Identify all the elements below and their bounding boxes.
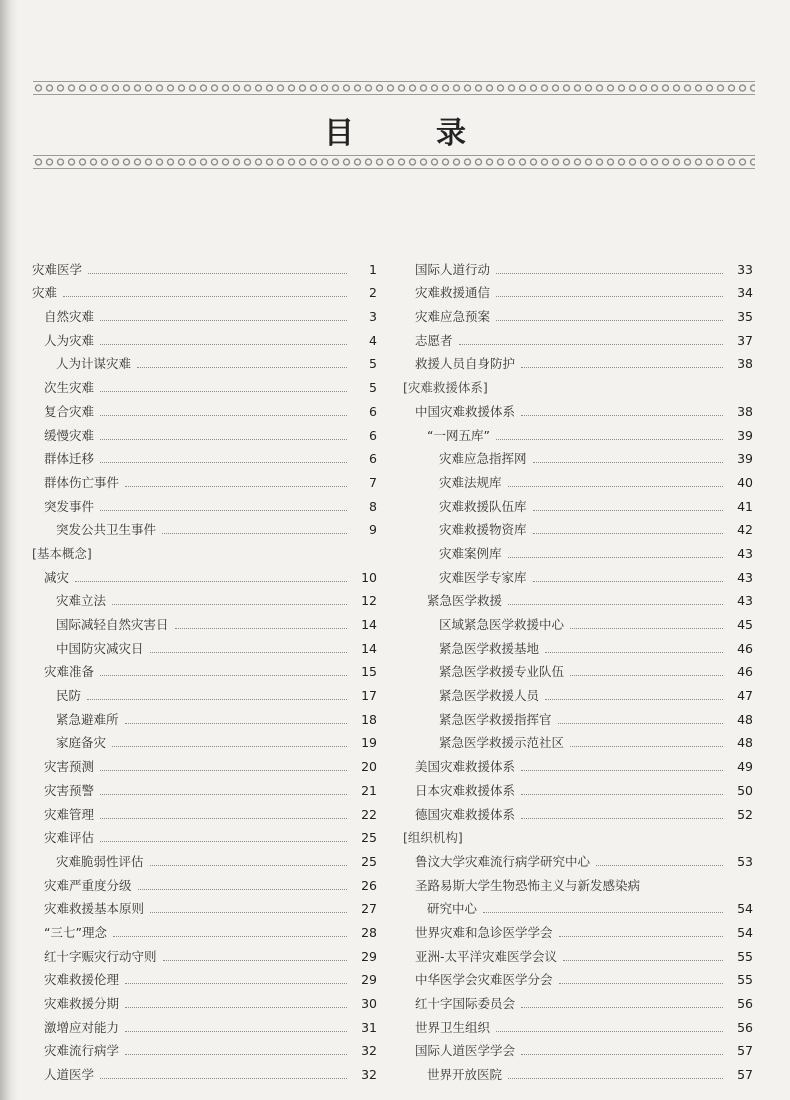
toc-page-number: 56 — [737, 1019, 753, 1035]
toc-entry-label: 区域紧急医学救援中心 — [439, 617, 565, 632]
toc-entry[interactable] — [32, 965, 377, 989]
toc-entry[interactable] — [32, 799, 377, 823]
toc-entry-label: 群体迁移 — [44, 451, 95, 467]
toc-page-number: 35 — [737, 309, 753, 325]
toc-entry-label: 灾难评估 — [44, 830, 95, 846]
toc-page-number: 15 — [361, 664, 377, 680]
dot-leader — [521, 415, 723, 416]
toc-page-number: 19 — [361, 735, 377, 751]
toc-entry[interactable] — [32, 846, 377, 870]
toc-entry[interactable] — [403, 1036, 753, 1060]
toc-entry[interactable] — [32, 467, 377, 491]
toc-page-number: 20 — [361, 759, 377, 775]
dot-leader — [100, 415, 347, 416]
toc-entry-label: 灾难立法 — [56, 593, 107, 609]
toc-entry-label: 灾难救援基本原则 — [44, 901, 145, 917]
toc-page-number: 18 — [361, 711, 377, 727]
toc-page-number: 48 — [737, 735, 753, 751]
toc-entry-label: 人为灾难 — [44, 332, 95, 348]
toc-page-number: 8 — [369, 498, 377, 514]
toc-entry-label: 灾难救援队伍库 — [439, 498, 527, 514]
toc-entry-label: 灾难管理 — [44, 806, 95, 822]
toc-page-number: 4 — [369, 332, 377, 348]
toc-entry-label: 群体伤亡事件 — [44, 474, 120, 490]
toc-page-number: 46 — [737, 640, 753, 656]
toc-entry-label: 红十字国际委员会 — [415, 996, 516, 1011]
toc-entry-label: [组织机构] — [403, 830, 463, 846]
toc-entry-label: 灾难严重度分级 — [44, 877, 132, 893]
toc-entry[interactable] — [32, 704, 377, 728]
toc-page-number: 31 — [361, 1019, 377, 1035]
toc-entry-label: [灾难救援体系] — [403, 380, 488, 396]
dot-leader — [100, 510, 347, 511]
toc-entry[interactable] — [403, 349, 753, 373]
dot-leader — [508, 557, 723, 558]
toc-entry[interactable] — [403, 301, 753, 325]
toc-entry[interactable] — [403, 941, 753, 965]
toc-entry[interactable] — [403, 680, 753, 704]
toc-entry-label: 世界开放医院 — [427, 1067, 503, 1083]
page-title: 目 录 — [324, 116, 492, 151]
toc-page-number: 2 — [369, 285, 377, 301]
dot-leader — [100, 675, 347, 676]
toc-page-number: 38 — [737, 356, 753, 372]
dot-leader — [521, 1054, 723, 1055]
toc-entry[interactable] — [403, 515, 753, 539]
dot-leader — [533, 462, 723, 463]
toc-entry[interactable] — [403, 562, 753, 586]
toc-entry-label: 日本灾难救援体系 — [415, 782, 516, 798]
toc-entry-label: 激增应对能力 — [44, 1019, 120, 1035]
toc-entry[interactable] — [403, 396, 753, 420]
toc-entry[interactable] — [32, 420, 377, 444]
toc-page-number: 32 — [361, 1067, 377, 1083]
dot-leader — [521, 794, 723, 795]
toc-entry[interactable] — [403, 633, 753, 657]
toc-entry-label: 人为计谋灾难 — [56, 356, 132, 372]
toc-page-number: 17 — [361, 688, 377, 704]
dot-leader — [533, 533, 723, 534]
dot-leader — [100, 344, 347, 345]
toc-page-number: 39 — [737, 427, 753, 443]
toc-entry-label: 灾难流行病学 — [44, 1043, 120, 1059]
toc-page-number: 30 — [361, 996, 377, 1011]
dot-leader — [125, 723, 347, 724]
toc-page-number: 33 — [737, 261, 753, 277]
toc-entry-label: 灾难准备 — [44, 664, 95, 680]
dot-leader — [496, 273, 723, 274]
toc-entry-label: 紧急医学救援示范社区 — [439, 735, 565, 751]
dot-leader — [508, 1078, 723, 1079]
toc-entry[interactable] — [32, 372, 377, 396]
toc-entry[interactable] — [403, 988, 753, 1012]
toc-entry-label: 减灾 — [44, 569, 70, 585]
toc-entry-label: 世界灾难和急诊医学学会 — [415, 924, 553, 940]
page-edge-shadow — [0, 0, 18, 1100]
dot-leader — [545, 699, 723, 700]
toc-page-number: 14 — [361, 617, 377, 632]
dot-leader — [63, 296, 347, 297]
toc-entry-label: 灾难应急预案 — [415, 309, 491, 325]
ornamental-border-top — [33, 81, 755, 95]
toc-entry-label: 灾难救援伦理 — [44, 972, 120, 988]
toc-entry-label: 美国灾难救援体系 — [415, 759, 516, 775]
toc-page-number: 3 — [369, 309, 377, 325]
toc-page-number: 46 — [737, 664, 753, 680]
toc-entry[interactable] — [32, 680, 377, 704]
toc-entry-label: 灾难法规库 — [439, 474, 502, 490]
dot-leader — [521, 770, 723, 771]
toc-page-number: 37 — [737, 332, 753, 348]
toc-entry[interactable] — [32, 988, 377, 1012]
toc-entry-label: [基本概念] — [32, 545, 92, 561]
toc-entry[interactable] — [403, 444, 753, 468]
toc-entry[interactable] — [32, 491, 377, 515]
toc-page-number: 41 — [737, 498, 753, 514]
toc-page-number: 22 — [361, 806, 377, 822]
dot-leader — [521, 367, 723, 368]
dot-leader — [162, 533, 347, 534]
toc-entry[interactable] — [32, 941, 377, 965]
toc-entry[interactable] — [32, 917, 377, 941]
dot-leader — [150, 865, 347, 866]
dot-leader — [533, 510, 723, 511]
toc-entry[interactable] — [32, 254, 377, 278]
toc-entry-label: 灾难案例库 — [439, 545, 502, 561]
dot-leader — [163, 960, 347, 961]
dot-leader — [100, 818, 347, 819]
toc-entry-label: 国际减轻自然灾害日 — [56, 617, 169, 632]
dot-leader — [138, 889, 347, 890]
ornamental-border-bottom — [33, 155, 755, 169]
dot-leader — [75, 581, 347, 582]
toc-page-number: 47 — [737, 688, 753, 704]
toc-page-number: 1 — [369, 261, 377, 277]
toc-page-number: 27 — [361, 901, 377, 917]
toc-entry[interactable] — [403, 586, 753, 610]
dot-leader — [175, 628, 347, 629]
toc-entry[interactable] — [32, 349, 377, 373]
toc-page-number: 54 — [737, 924, 753, 940]
toc-entry[interactable] — [403, 965, 753, 989]
toc-page-number: 6 — [369, 403, 377, 419]
dot-leader — [113, 936, 347, 937]
toc-entry-label: “一网五库” — [427, 427, 490, 443]
toc-entry-label: 灾难 — [32, 285, 58, 301]
dot-leader — [596, 865, 723, 866]
dot-leader — [559, 936, 723, 937]
toc-entry-label: 国际人道行动 — [415, 261, 491, 277]
toc-entry-label: 灾难医学专家库 — [439, 569, 527, 585]
toc-entry[interactable] — [403, 751, 753, 775]
toc-entry-label: 人道医学 — [44, 1067, 95, 1083]
toc-page-number: 57 — [737, 1043, 753, 1059]
toc-page-number: 53 — [737, 853, 753, 869]
dot-leader — [521, 1007, 723, 1008]
toc-page-number: 48 — [737, 711, 753, 727]
dot-leader — [100, 794, 347, 795]
toc-page-number: 43 — [737, 569, 753, 585]
toc-entry-label: 灾难应急指挥网 — [439, 451, 527, 467]
toc-entry[interactable] — [32, 562, 377, 586]
dot-leader — [125, 1007, 347, 1008]
dot-leader — [87, 699, 347, 700]
toc-page-number: 10 — [361, 569, 377, 585]
toc-page-number: 9 — [369, 522, 377, 538]
toc-entry-label: 志愿者 — [415, 332, 453, 348]
toc-page-number: 57 — [737, 1067, 753, 1083]
toc-page-number: 52 — [737, 806, 753, 822]
dot-leader — [533, 581, 723, 582]
toc-entry[interactable] — [403, 657, 753, 681]
toc-entry[interactable] — [32, 278, 377, 302]
dot-leader — [558, 723, 723, 724]
toc-page-number: 39 — [737, 451, 753, 467]
toc-page-number: 25 — [361, 853, 377, 869]
toc-page-number: 5 — [369, 380, 377, 396]
dot-leader — [100, 841, 347, 842]
toc-entry[interactable] — [403, 254, 753, 278]
toc-entry[interactable] — [403, 846, 753, 870]
toc-entry-label: 亚洲-太平洋灾难医学会议 — [415, 948, 558, 964]
dot-leader — [137, 367, 347, 368]
dot-leader — [100, 391, 347, 392]
toc-page-number: 26 — [361, 877, 377, 893]
toc-entry-label: 中华医学会灾难医学分会 — [415, 972, 553, 988]
toc-page-number: 29 — [361, 972, 377, 988]
toc-page-number: 28 — [361, 924, 377, 940]
toc-page-number: 42 — [737, 522, 753, 538]
dot-leader — [545, 652, 723, 653]
dot-leader — [508, 486, 723, 487]
toc-entry-label: 灾害预测 — [44, 759, 95, 775]
dot-leader — [483, 912, 723, 913]
toc-entry-label: 中国灾难救援体系 — [415, 403, 516, 419]
toc-section-heading — [403, 823, 753, 847]
toc-section-heading — [403, 372, 753, 396]
toc-page-number: 45 — [737, 617, 753, 632]
dot-leader — [508, 604, 723, 605]
toc-entry-label: 国际人道医学学会 — [415, 1043, 516, 1059]
toc-section-heading — [32, 538, 377, 562]
toc-entry[interactable] — [403, 538, 753, 562]
toc-entry-label: 世界卫生组织 — [415, 1019, 491, 1035]
toc-entry[interactable] — [32, 823, 377, 847]
toc-entry[interactable] — [403, 1012, 753, 1036]
toc-entry[interactable] — [32, 1036, 377, 1060]
toc-left-column — [32, 254, 377, 1083]
toc-entry-label: 民防 — [56, 688, 82, 704]
dot-leader — [496, 296, 723, 297]
toc-entry[interactable] — [32, 657, 377, 681]
toc-entry-label: 圣路易斯大学生物恐怖主义与新发感染病 — [415, 877, 641, 893]
toc-entry[interactable] — [32, 396, 377, 420]
dot-leader — [496, 439, 723, 440]
toc-entry[interactable] — [32, 1012, 377, 1036]
dot-leader — [496, 1031, 723, 1032]
toc-page-number: 5 — [369, 356, 377, 372]
toc-entry-label: 灾难救援通信 — [415, 285, 491, 301]
toc-entry[interactable] — [403, 278, 753, 302]
dot-leader — [112, 746, 347, 747]
toc-entry[interactable] — [403, 775, 753, 799]
dot-leader — [150, 652, 347, 653]
dot-leader — [559, 983, 723, 984]
toc-entry[interactable] — [403, 870, 753, 894]
dot-leader — [125, 1054, 347, 1055]
dot-leader — [125, 1031, 347, 1032]
toc-entry[interactable] — [403, 728, 753, 752]
toc-entry-label: 复合灾难 — [44, 403, 95, 419]
toc-entry-label: 自然灾难 — [44, 309, 95, 325]
toc-entry-label: 鲁汶大学灾难流行病学研究中心 — [415, 853, 591, 869]
toc-page-number: 21 — [361, 782, 377, 798]
toc-entry-label: 灾难救援物资库 — [439, 522, 527, 538]
dot-leader — [570, 675, 723, 676]
toc-entry[interactable] — [32, 728, 377, 752]
toc-page-number: 54 — [737, 901, 753, 917]
toc-page-number: 50 — [737, 782, 753, 798]
dot-leader — [100, 770, 347, 771]
toc-entry[interactable] — [32, 325, 377, 349]
toc-entry[interactable] — [32, 586, 377, 610]
toc-entry[interactable] — [32, 301, 377, 325]
toc-page-number: 43 — [737, 545, 753, 561]
toc-entry[interactable] — [403, 420, 753, 444]
toc-entry[interactable] — [32, 609, 377, 633]
toc-entry-label: 紧急医学救援 — [427, 593, 503, 609]
toc-page-number: 12 — [361, 593, 377, 609]
toc-entry-label: 家庭备灾 — [56, 735, 107, 751]
toc-entry-label: 紧急避难所 — [56, 711, 119, 727]
toc-page-number: 40 — [737, 474, 753, 490]
toc-entry[interactable] — [32, 444, 377, 468]
toc-entry[interactable] — [32, 1059, 377, 1083]
toc-entry-label: 红十字赈灾行动守则 — [44, 948, 157, 964]
toc-page-number: 34 — [737, 285, 753, 301]
dot-leader — [496, 320, 723, 321]
toc-entry[interactable] — [32, 775, 377, 799]
toc-entry-label: 紧急医学救援指挥官 — [439, 711, 552, 727]
dot-leader — [150, 912, 347, 913]
toc-entry-label: 紧急医学救援人员 — [439, 688, 540, 704]
dot-leader — [570, 628, 723, 629]
toc-entry-label: 灾害预警 — [44, 782, 95, 798]
toc-entry[interactable] — [32, 633, 377, 657]
toc-page-number: 56 — [737, 996, 753, 1011]
dot-leader — [125, 983, 347, 984]
dot-leader — [88, 273, 347, 274]
toc-page-number: 6 — [369, 427, 377, 443]
toc-entry[interactable] — [403, 609, 753, 633]
dot-leader — [459, 344, 723, 345]
toc-entry[interactable] — [32, 751, 377, 775]
toc-entry-label: 研究中心 — [427, 901, 478, 917]
toc-entry[interactable] — [403, 917, 753, 941]
toc-page-number: 55 — [737, 948, 753, 964]
toc-page-number: 14 — [361, 640, 377, 656]
dot-leader — [100, 439, 347, 440]
dot-leader — [521, 818, 723, 819]
toc-entry[interactable] — [32, 515, 377, 539]
toc-entry[interactable] — [403, 491, 753, 515]
toc-page-number: 38 — [737, 403, 753, 419]
dot-leader — [112, 604, 347, 605]
dot-leader — [570, 746, 723, 747]
toc-entry-label: 德国灾难救援体系 — [415, 806, 516, 822]
toc-entry[interactable] — [32, 894, 377, 918]
toc-right-column — [403, 254, 753, 1083]
toc-entry[interactable] — [32, 870, 377, 894]
toc-entry[interactable] — [403, 704, 753, 728]
toc-entry[interactable] — [403, 799, 753, 823]
toc-page-number: 6 — [369, 451, 377, 467]
dot-leader — [100, 320, 347, 321]
toc-entry-label: “三七”理念 — [44, 924, 107, 940]
toc-entry[interactable] — [403, 894, 753, 918]
toc-page-number: 7 — [369, 474, 377, 490]
toc-page-number: 25 — [361, 830, 377, 846]
toc-entry-label: 中国防灾减灾日 — [56, 640, 144, 656]
dot-leader — [100, 462, 347, 463]
toc-entry-label: 救援人员自身防护 — [415, 356, 516, 372]
dot-leader — [563, 960, 723, 961]
toc-entry-label: 灾难医学 — [32, 261, 83, 277]
dot-leader — [100, 1078, 347, 1079]
dot-leader — [125, 486, 347, 487]
toc-entry-label: 紧急医学救援专业队伍 — [439, 664, 565, 680]
toc-entry-label: 突发事件 — [44, 498, 95, 514]
toc-page-number: 49 — [737, 759, 753, 775]
toc-page-number: 32 — [361, 1043, 377, 1059]
toc-page-number: 55 — [737, 972, 753, 988]
toc-page-number: 43 — [737, 593, 753, 609]
toc-entry[interactable] — [403, 1059, 753, 1083]
toc-page-number: 29 — [361, 948, 377, 964]
toc-entry[interactable] — [403, 467, 753, 491]
toc-entry-label: 缓慢灾难 — [44, 427, 95, 443]
toc-entry-label: 紧急医学救援基地 — [439, 640, 540, 656]
toc-entry-label: 突发公共卫生事件 — [56, 522, 157, 538]
toc-entry-label: 灾难脆弱性评估 — [56, 853, 144, 869]
toc-entry-label: 灾难救援分期 — [44, 996, 120, 1011]
toc-entry-label: 次生灾难 — [44, 380, 95, 396]
toc-entry[interactable] — [403, 325, 753, 349]
